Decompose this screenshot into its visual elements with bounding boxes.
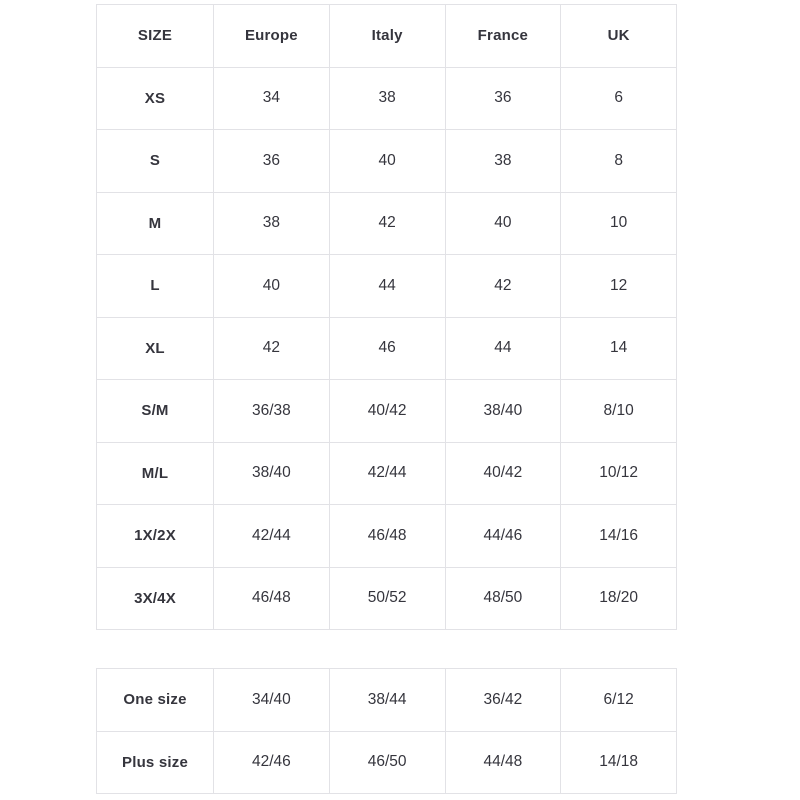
cell-uk: 6: [561, 67, 677, 130]
table-body: [97, 67, 677, 630]
row-label: XL: [97, 317, 214, 380]
cell-france: 44/48: [445, 731, 561, 794]
cell-uk: 10/12: [561, 442, 677, 505]
table-header-row: [97, 5, 677, 68]
cell-france: 38/40: [445, 380, 561, 443]
cell-italy: 46/50: [329, 731, 445, 794]
cell-europe: 38: [214, 192, 330, 255]
cell-uk: 8/10: [561, 380, 677, 443]
cell-france: 42: [445, 255, 561, 318]
cell-europe: 34/40: [214, 669, 330, 732]
row-label: M: [97, 192, 214, 255]
row-label: One size: [97, 669, 214, 732]
cell-europe: 36/38: [214, 380, 330, 443]
row-label: Plus size: [97, 731, 214, 794]
row-label: L: [97, 255, 214, 318]
cell-italy: 42/44: [329, 442, 445, 505]
row-label: 3X/4X: [97, 567, 214, 630]
table-row: [97, 130, 677, 193]
cell-uk: 18/20: [561, 567, 677, 630]
cell-france: 36/42: [445, 669, 561, 732]
table-row: [97, 380, 677, 443]
column-header-europe: Europe: [214, 5, 330, 68]
row-label: S/M: [97, 380, 214, 443]
cell-france: 40/42: [445, 442, 561, 505]
column-header-uk: UK: [561, 5, 677, 68]
cell-france: 48/50: [445, 567, 561, 630]
cell-italy: 38/44: [329, 669, 445, 732]
table-row: [97, 255, 677, 318]
cell-europe: 38/40: [214, 442, 330, 505]
table-row: [97, 67, 677, 130]
row-label: M/L: [97, 442, 214, 505]
cell-italy: 40: [329, 130, 445, 193]
cell-france: 44: [445, 317, 561, 380]
cell-italy: 46: [329, 317, 445, 380]
cell-uk: 14/16: [561, 505, 677, 568]
row-label: S: [97, 130, 214, 193]
table-row: [97, 442, 677, 505]
table-row: [97, 192, 677, 255]
column-header-size: SIZE: [97, 5, 214, 68]
cell-europe: 46/48: [214, 567, 330, 630]
table-row: [97, 317, 677, 380]
cell-europe: 42/44: [214, 505, 330, 568]
cell-italy: 38: [329, 67, 445, 130]
cell-uk: 6/12: [561, 669, 677, 732]
cell-europe: 40: [214, 255, 330, 318]
cell-france: 36: [445, 67, 561, 130]
table-row: [97, 505, 677, 568]
cell-uk: 8: [561, 130, 677, 193]
cell-uk: 14: [561, 317, 677, 380]
cell-italy: 42: [329, 192, 445, 255]
cell-europe: 36: [214, 130, 330, 193]
cell-europe: 42/46: [214, 731, 330, 794]
table-body: [97, 669, 677, 794]
cell-france: 38: [445, 130, 561, 193]
column-header-italy: Italy: [329, 5, 445, 68]
row-label: 1X/2X: [97, 505, 214, 568]
one-size-table: [96, 668, 677, 794]
size-conversion-table: [96, 4, 677, 630]
cell-europe: 42: [214, 317, 330, 380]
cell-uk: 12: [561, 255, 677, 318]
cell-italy: 44: [329, 255, 445, 318]
cell-uk: 10: [561, 192, 677, 255]
table-row: [97, 567, 677, 630]
size-conversion-table-wrapper: [96, 4, 676, 630]
cell-italy: 40/42: [329, 380, 445, 443]
cell-europe: 34: [214, 67, 330, 130]
cell-italy: 46/48: [329, 505, 445, 568]
cell-italy: 50/52: [329, 567, 445, 630]
cell-uk: 14/18: [561, 731, 677, 794]
one-size-table-wrapper: [96, 668, 676, 794]
row-label: XS: [97, 67, 214, 130]
table-header: [97, 5, 677, 68]
column-header-france: France: [445, 5, 561, 68]
cell-france: 40: [445, 192, 561, 255]
table-row: [97, 731, 677, 794]
table-row: [97, 669, 677, 732]
cell-france: 44/46: [445, 505, 561, 568]
